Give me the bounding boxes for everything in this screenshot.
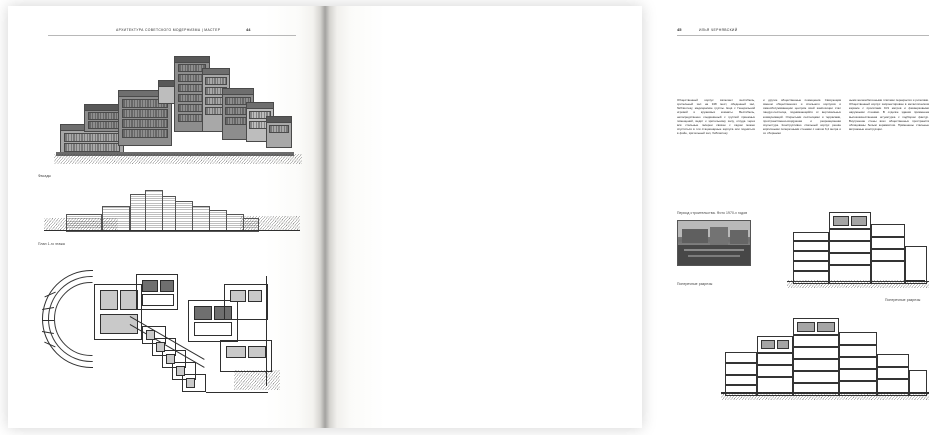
left-page <box>8 6 325 428</box>
right-head-rule <box>677 35 929 36</box>
left-page-number: 44 <box>246 27 251 32</box>
caption-section-left: Поперечные разрезы <box>677 282 713 286</box>
body-text-column-3: ными железобетонными плитами перекрытия и ригелями. Общественный корпус запроектирован в металлическом каркасе с пролётами 9×9 метров и фахверковыми наружными стенами. В отделке здания применена высококачественная штукатурка с подбором фактур. Внутренние стены всех общественных пространств облицованы белым керамзитом. Применены стальные витражные конструкции. <box>849 98 929 132</box>
body-text-column-2: и другие общественные помещения. Связующим звеном общественного и спального корпусов и самообслуживающим центром всей композиции стал пандус-лестница, поднимающийся от вертикальных коммуникаций. Открытыми лестницами и террасами, пространственно-воздушная и рекреационная скульптура. Конструктивно спальный корпус решён кирпичными поперечными стенами с шагом 6,4 метра и со сборными <box>763 98 841 136</box>
left-head-rule <box>48 35 296 36</box>
axonometric-rendering <box>54 54 302 166</box>
right-page <box>325 6 929 428</box>
caption-facades: Фасады <box>38 174 52 178</box>
construction-photograph <box>677 220 751 266</box>
right-page-number: 45 <box>677 27 682 32</box>
body-text-column-1: Общественный корпус включает вестибюль, зрительный зал на 348 мест, обеденный зал, библиотеку, медицинские группы. Ещё с Генеральной игровой и кружковых комнаты. Вестибюль, непосредственно соединённый с группой приемных помещений, ведёт к зрительному залу, откуда через всё стальные галереи связан с садом можно спуститься в эти стационарные корпуса или подняться в фойе, зрительный зал, библиотеку <box>677 98 755 136</box>
ground-floor-plan-drawing <box>38 254 300 404</box>
cross-section-drawing-lower <box>721 306 929 402</box>
right-running-head: ИЛЬЯ ЧЕРНЯВСКИЙ <box>699 28 738 32</box>
caption-section-right: Поперечные разрезы <box>885 298 921 302</box>
left-running-head: АРХИТЕКТУРА СОВЕТСКОГО МОДЕРНИЗМА | МАСТЕР <box>116 28 221 32</box>
caption-construction-photo: Период строительства. Фото 1970-х годов <box>677 211 748 215</box>
facade-elevation-drawing <box>44 188 300 236</box>
cross-section-drawing-upper <box>787 202 929 288</box>
caption-plan: План 1-го этажа <box>38 242 65 246</box>
